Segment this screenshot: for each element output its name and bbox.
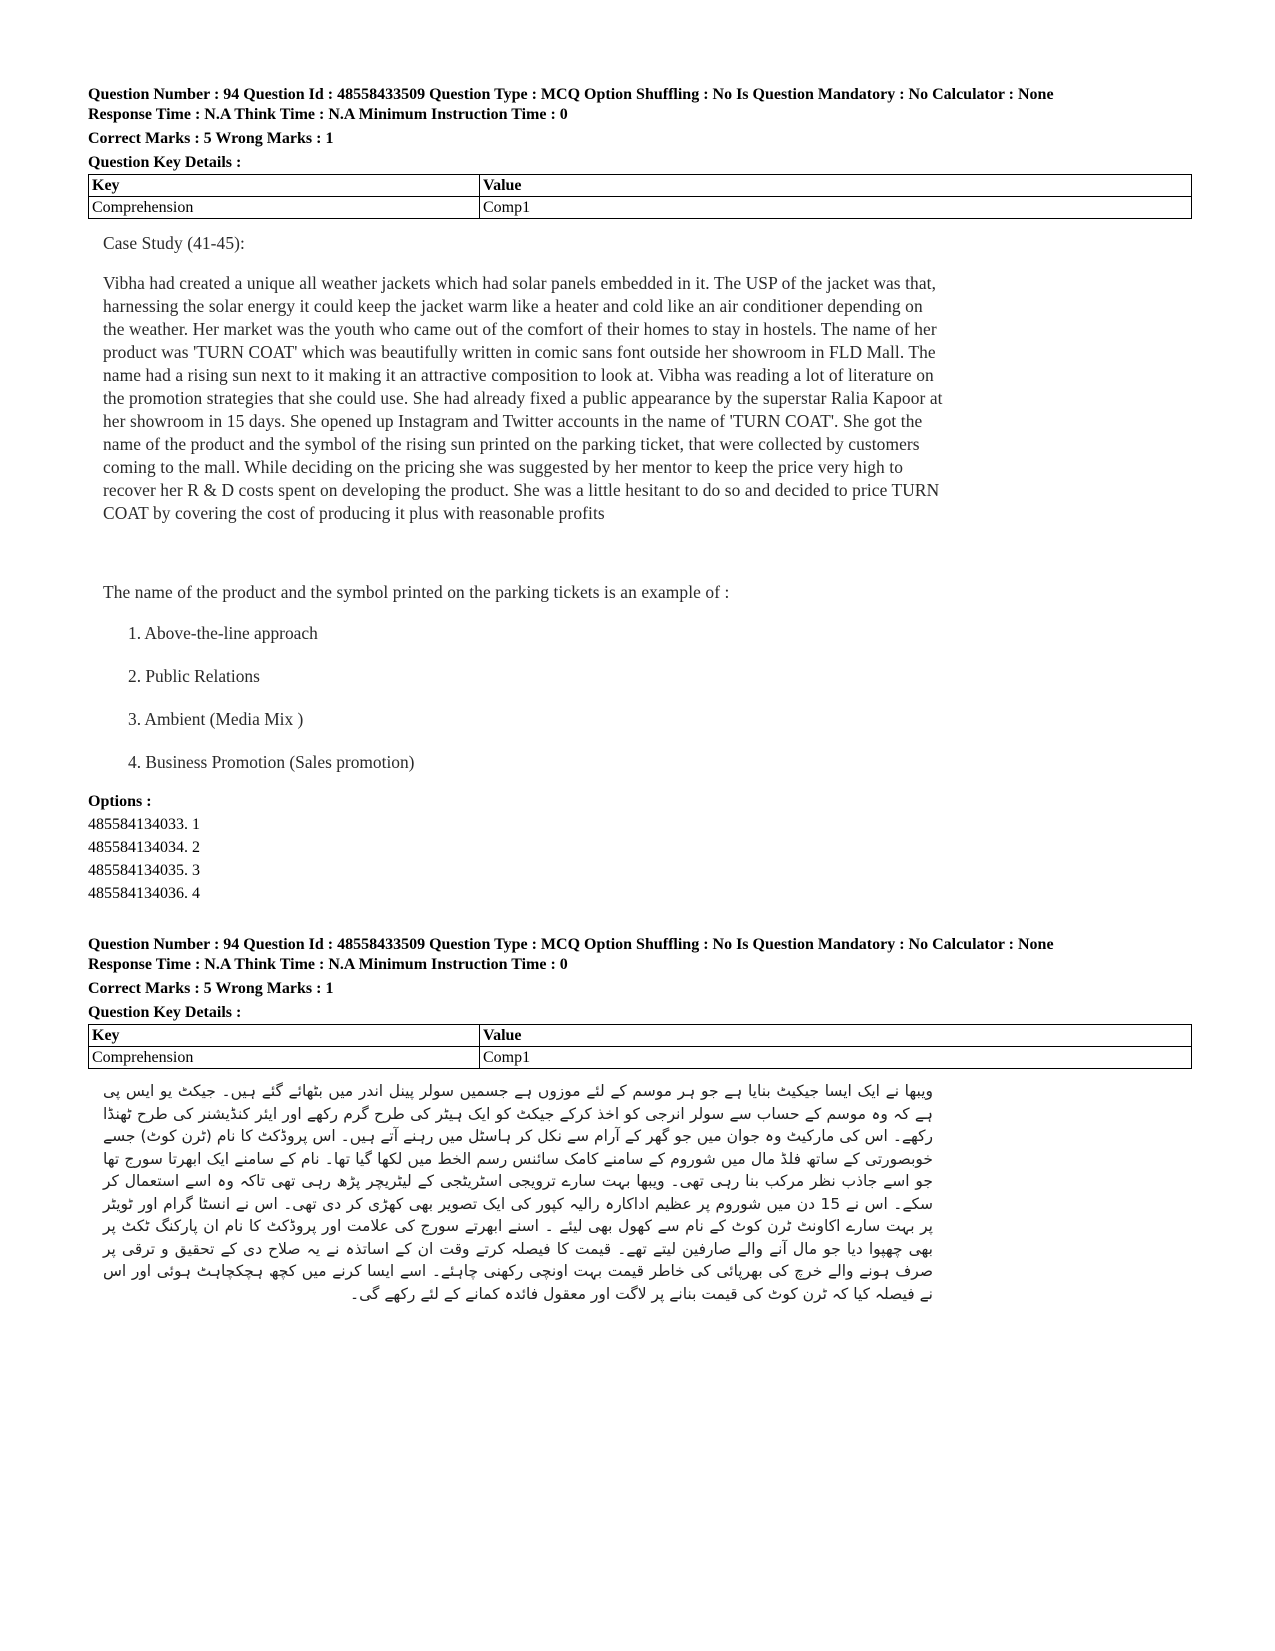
case-study-paragraph: Vibha had created a unique all weather jackets which had solar panels embedded in it. The USP of the jacket was that, harnessing the solar energy it could keep the jacket warm like a heater and cold like an air conditioner depending on the weather. Her market was the youth who came out of the comfort of their homes to stay in hostels. The name of her product was 'TURN COAT' which was beautifully written in comic sans font outside her showroom in FLD Mall. The name had a rising sun next to it making it an attractive composition to look at. Vibha was reading a lot of literature on the promotion strategies that she could use. She had already fixed a public appearance by the superstar Ralia Kapoor at her showroom in 15 days. She opened up Instagram and Twitter accounts in the name of 'TURN COAT'. She got the name of the product and the symbol of the rising sun printed on the parking ticket, that were collected by customers coming to the mall. While deciding on the pricing she was suggested by her mentor to keep the price very high to recover her R & D costs spent on developing the product. She was a little hesitant to do so and decided to price TURN COAT by covering the cost of producing it plus with reasonable profits	[103, 273, 943, 523]
key-details-label: Question Key Details :	[88, 154, 242, 171]
table-header-value: Value	[480, 1025, 1192, 1047]
question-2-header	[88, 935, 1192, 1023]
key-value-table-wrap	[88, 1021, 1192, 1069]
options-label: Options :	[88, 793, 152, 810]
urdu-case-study-text: ویبھا نے ایک ایسا جیکیٹ بنایا ہے جو ہر موسم کے لئے موزوں ہے جسمیں سولر پینل اندر میں بٹھائے گئے ہیں۔ جیکٹ یو ایس پی ہے کہ وہ موسم کے حساب سے سولر انرجی کو اخذ کرکے جیکٹ کو ایک ہیٹر کی طرح گرم رکھے اور ایئر کنڈیشنر کی طرح ٹھنڈا رکھے۔ اس کی مارکیٹ وہ جوان میں جو گھر کے آرام سے نکل کر ہاسٹل میں رہنے آتے ہیں۔ اس پروڈکٹ کا نام (ٹرن کوٹ) جسے خوبصورتی کے ساتھ فلڈ مال میں شوروم کے سامنے کامک سائنس رسم الخط میں لکھا گیا تھا۔ نام کے سامنے ایک ابھرتا سورج تھا جو اسے جاذب نظر مرکب بنا رہی تھی۔ ویبھا بہت سارے ترویجی اسٹریٹجی کے لیٹریچر پڑھ رہی تھی تاکہ وہ اسے استعمال کر سکے۔ اس نے 15 دن میں شوروم پر عظیم اداکارہ رالیہ کپور کی ایک تصویر بھی کھڑی کر دی تھی۔ اس نے انسٹا گرام اور ٹویٹر پر بہت سارے اکاونٹ ٹرن کوٹ کے نام سے کھول بھی لیئے ۔ اسنے ابھرتے سورج کی علامت اور پروڈکٹ کا نام ان پارکنگ ٹکٹ پر بھی چھپوا دیا جو مال آنے والے صارفین لیتے تھے۔ قیمت کا فیصلہ کرتے وقت ان کے اساتذہ نے یہ صلاح دی کے تحقیق و ترقی پر صرف ہونے والے خرچ کی بھرپائی کی خاطر قیمت بہت اونچی رکھنی چاہئے۔ اسے ایسا کرنے میں کچھ ہچکچاہٹ ہوئی اور اس نے فیصلہ کیا کہ ٹرن کوٹ کی قیمت بنانے پر لاگت اور معقول فائدہ کمانے کے لئے رکھے گی۔	[103, 1082, 933, 1303]
table-cell-key: Comprehension	[89, 1047, 480, 1069]
marks-line: Correct Marks : 5 Wrong Marks : 1	[88, 980, 334, 997]
case-study-title: Case Study (41-45):	[103, 233, 245, 253]
table-cell-key: Comprehension	[89, 197, 480, 219]
case-study-text	[103, 272, 943, 525]
choice-item: 3. Ambient (Media Mix )	[128, 709, 304, 729]
choice-item: 2. Public Relations	[128, 666, 260, 686]
option-item: 485584134033. 1	[88, 816, 200, 833]
key-value-table	[88, 1024, 1192, 1069]
table-cell-value: Comp1	[480, 1047, 1192, 1069]
options-block	[88, 790, 200, 905]
table-header-key: Key	[89, 1025, 480, 1047]
choice-item: 4. Business Promotion (Sales promotion)	[128, 752, 415, 772]
option-item: 485584134036. 4	[88, 885, 200, 902]
question-text: The name of the product and the symbol printed on the parking tickets is an example of :	[103, 582, 730, 602]
table-cell-value: Comp1	[480, 197, 1192, 219]
option-item: 485584134035. 3	[88, 862, 200, 879]
key-value-table-wrap	[88, 171, 1192, 219]
table-header-value: Value	[480, 175, 1192, 197]
question-meta-line-1: Question Number : 94 Question Id : 48558433509 Question Type : MCQ Option Shuffling : No Is Question Mandatory : No Calculator : None	[88, 936, 1054, 953]
question-meta-line-1: Question Number : 94 Question Id : 48558433509 Question Type : MCQ Option Shuffling : No Is Question Mandatory : No Calculator : None	[88, 86, 1054, 103]
key-details-label: Question Key Details :	[88, 1004, 242, 1021]
question-meta-line-2: Response Time : N.A Think Time : N.A Minimum Instruction Time : 0	[88, 956, 568, 973]
question-meta-line-2: Response Time : N.A Think Time : N.A Minimum Instruction Time : 0	[88, 106, 568, 123]
marks-line: Correct Marks : 5 Wrong Marks : 1	[88, 130, 334, 147]
key-value-table	[88, 174, 1192, 219]
option-item: 485584134034. 2	[88, 839, 200, 856]
choice-item: 1. Above-the-line approach	[128, 623, 318, 643]
table-header-key: Key	[89, 175, 480, 197]
question-1-header	[88, 85, 1192, 173]
